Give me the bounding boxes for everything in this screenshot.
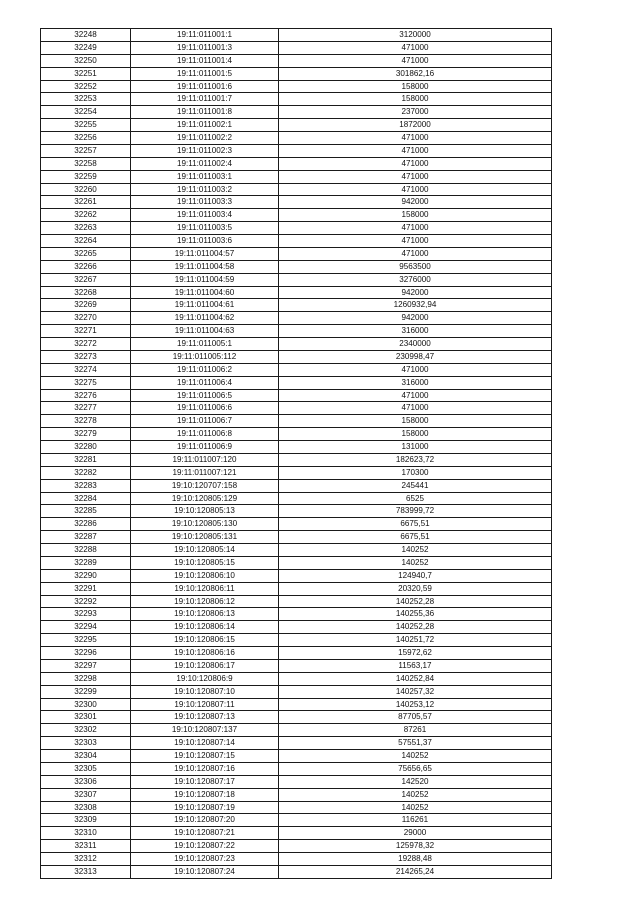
table-row — [41, 724, 552, 737]
value-cell: 170300 — [279, 466, 552, 479]
row-number-cell: 32285 — [41, 505, 131, 518]
value-cell: 140252 — [279, 750, 552, 763]
value-cell: 87261 — [279, 724, 552, 737]
table-row — [41, 80, 552, 93]
value-cell: 140252 — [279, 788, 552, 801]
value-cell: 942000 — [279, 286, 552, 299]
cadastral-number-cell: 19:11:011006:6 — [131, 402, 279, 415]
cadastral-number-cell: 19:10:120807:137 — [131, 724, 279, 737]
row-number-cell: 32264 — [41, 235, 131, 248]
value-cell: 301862,16 — [279, 67, 552, 80]
row-number-cell: 32306 — [41, 775, 131, 788]
row-number-cell: 32250 — [41, 54, 131, 67]
cadastral-number-cell: 19:10:120805:13 — [131, 505, 279, 518]
cadastral-number-cell: 19:10:120807:16 — [131, 762, 279, 775]
table-row — [41, 119, 552, 132]
row-number-cell: 32292 — [41, 595, 131, 608]
row-number-cell: 32253 — [41, 93, 131, 106]
row-number-cell: 32296 — [41, 647, 131, 660]
row-number-cell: 32259 — [41, 170, 131, 183]
cadastral-number-cell: 19:11:011006:4 — [131, 376, 279, 389]
row-number-cell: 32309 — [41, 814, 131, 827]
cadastral-number-cell: 19:11:011004:59 — [131, 273, 279, 286]
table-row — [41, 492, 552, 505]
table-row — [41, 827, 552, 840]
value-cell: 158000 — [279, 80, 552, 93]
row-number-cell: 32304 — [41, 750, 131, 763]
cadastral-number-cell: 19:10:120807:21 — [131, 827, 279, 840]
table-row — [41, 840, 552, 853]
table-row — [41, 595, 552, 608]
row-number-cell: 32257 — [41, 144, 131, 157]
cadastral-number-cell: 19:10:120806:15 — [131, 634, 279, 647]
value-cell: 230998,47 — [279, 350, 552, 363]
cadastral-number-cell: 19:10:120807:22 — [131, 840, 279, 853]
table-row — [41, 801, 552, 814]
cadastral-number-cell: 19:10:120806:11 — [131, 582, 279, 595]
row-number-cell: 32267 — [41, 273, 131, 286]
value-cell: 116261 — [279, 814, 552, 827]
row-number-cell: 32303 — [41, 737, 131, 750]
cadastral-number-cell: 19:10:120806:9 — [131, 672, 279, 685]
table-row — [41, 106, 552, 119]
row-number-cell: 32289 — [41, 556, 131, 569]
row-number-cell: 32272 — [41, 338, 131, 351]
value-cell: 3276000 — [279, 273, 552, 286]
cadastral-number-cell: 19:11:011002:2 — [131, 132, 279, 145]
value-cell: 9563500 — [279, 260, 552, 273]
row-number-cell: 32311 — [41, 840, 131, 853]
value-cell: 140253,12 — [279, 698, 552, 711]
value-cell: 471000 — [279, 389, 552, 402]
table-row — [41, 222, 552, 235]
table-row — [41, 54, 552, 67]
cadastral-number-cell: 19:11:011003:3 — [131, 196, 279, 209]
cadastral-number-cell: 19:10:120807:11 — [131, 698, 279, 711]
cadastral-number-cell: 19:11:011004:62 — [131, 312, 279, 325]
value-cell: 2340000 — [279, 338, 552, 351]
value-cell: 11563,17 — [279, 659, 552, 672]
value-cell: 6525 — [279, 492, 552, 505]
value-cell: 471000 — [279, 144, 552, 157]
value-cell: 1260932,94 — [279, 299, 552, 312]
cadastral-number-cell: 19:10:120806:16 — [131, 647, 279, 660]
cadastral-number-cell: 19:11:011006:2 — [131, 363, 279, 376]
cadastral-number-cell: 19:10:120806:17 — [131, 659, 279, 672]
cadastral-number-cell: 19:10:120807:19 — [131, 801, 279, 814]
table-row — [41, 376, 552, 389]
cadastral-number-cell: 19:10:120806:12 — [131, 595, 279, 608]
row-number-cell: 32255 — [41, 119, 131, 132]
table-row — [41, 453, 552, 466]
value-cell: 140252 — [279, 801, 552, 814]
cadastral-number-cell: 19:11:011001:4 — [131, 54, 279, 67]
row-number-cell: 32297 — [41, 659, 131, 672]
cadastral-number-cell: 19:11:011006:7 — [131, 415, 279, 428]
value-cell: 6675,51 — [279, 518, 552, 531]
cadastral-number-cell: 19:10:120807:17 — [131, 775, 279, 788]
cadastral-number-cell: 19:10:120807:15 — [131, 750, 279, 763]
cadastral-number-cell: 19:11:011003:4 — [131, 209, 279, 222]
table-row — [41, 698, 552, 711]
value-cell: 140252 — [279, 556, 552, 569]
cadastral-number-cell: 19:11:011003:5 — [131, 222, 279, 235]
row-number-cell: 32266 — [41, 260, 131, 273]
table-row — [41, 299, 552, 312]
row-number-cell: 32294 — [41, 621, 131, 634]
value-cell: 214265,24 — [279, 865, 552, 878]
table-row — [41, 273, 552, 286]
row-number-cell: 32293 — [41, 608, 131, 621]
table-row — [41, 647, 552, 660]
cadastral-number-cell: 19:11:011002:3 — [131, 144, 279, 157]
row-number-cell: 32276 — [41, 389, 131, 402]
row-number-cell: 32313 — [41, 865, 131, 878]
row-number-cell: 32299 — [41, 685, 131, 698]
value-cell: 158000 — [279, 428, 552, 441]
value-cell: 75656,65 — [279, 762, 552, 775]
table-row — [41, 363, 552, 376]
row-number-cell: 32268 — [41, 286, 131, 299]
table-row — [41, 389, 552, 402]
value-cell: 140252 — [279, 544, 552, 557]
value-cell: 20320,59 — [279, 582, 552, 595]
row-number-cell: 32277 — [41, 402, 131, 415]
cadastral-number-cell: 19:11:011007:121 — [131, 466, 279, 479]
value-cell: 1872000 — [279, 119, 552, 132]
row-number-cell: 32248 — [41, 29, 131, 42]
data-table — [40, 28, 552, 879]
table-row — [41, 544, 552, 557]
table-body — [41, 29, 552, 879]
value-cell: 471000 — [279, 157, 552, 170]
table-row — [41, 441, 552, 454]
value-cell: 471000 — [279, 132, 552, 145]
cadastral-number-cell: 19:10:120807:14 — [131, 737, 279, 750]
table-row — [41, 750, 552, 763]
row-number-cell: 32301 — [41, 711, 131, 724]
table-row — [41, 157, 552, 170]
row-number-cell: 32270 — [41, 312, 131, 325]
value-cell: 6675,51 — [279, 531, 552, 544]
row-number-cell: 32261 — [41, 196, 131, 209]
row-number-cell: 32290 — [41, 569, 131, 582]
table-row — [41, 621, 552, 634]
table-row — [41, 235, 552, 248]
cadastral-number-cell: 19:11:011004:61 — [131, 299, 279, 312]
row-number-cell: 32281 — [41, 453, 131, 466]
row-number-cell: 32283 — [41, 479, 131, 492]
document-page — [40, 28, 551, 879]
cadastral-number-cell: 19:11:011004:63 — [131, 325, 279, 338]
value-cell: 942000 — [279, 196, 552, 209]
table-row — [41, 853, 552, 866]
cadastral-number-cell: 19:10:120807:13 — [131, 711, 279, 724]
cadastral-number-cell: 19:11:011004:58 — [131, 260, 279, 273]
value-cell: 140252,28 — [279, 595, 552, 608]
row-number-cell: 32287 — [41, 531, 131, 544]
table-row — [41, 286, 552, 299]
table-row — [41, 209, 552, 222]
value-cell: 140252,28 — [279, 621, 552, 634]
row-number-cell: 32312 — [41, 853, 131, 866]
row-number-cell: 32284 — [41, 492, 131, 505]
cadastral-number-cell: 19:10:120805:15 — [131, 556, 279, 569]
table-row — [41, 659, 552, 672]
cadastral-number-cell: 19:10:120807:24 — [131, 865, 279, 878]
row-number-cell: 32280 — [41, 441, 131, 454]
table-row — [41, 325, 552, 338]
value-cell: 158000 — [279, 93, 552, 106]
value-cell: 87705,57 — [279, 711, 552, 724]
cadastral-number-cell: 19:11:011001:3 — [131, 41, 279, 54]
cadastral-number-cell: 19:11:011006:8 — [131, 428, 279, 441]
table-row — [41, 338, 552, 351]
row-number-cell: 32274 — [41, 363, 131, 376]
value-cell: 140255,36 — [279, 608, 552, 621]
value-cell: 471000 — [279, 247, 552, 260]
value-cell: 471000 — [279, 183, 552, 196]
table-row — [41, 144, 552, 157]
table-row — [41, 711, 552, 724]
row-number-cell: 32310 — [41, 827, 131, 840]
row-number-cell: 32254 — [41, 106, 131, 119]
row-number-cell: 32269 — [41, 299, 131, 312]
row-number-cell: 32300 — [41, 698, 131, 711]
value-cell: 124940,7 — [279, 569, 552, 582]
row-number-cell: 32275 — [41, 376, 131, 389]
cadastral-number-cell: 19:11:011001:8 — [131, 106, 279, 119]
table-row — [41, 170, 552, 183]
table-row — [41, 466, 552, 479]
value-cell: 471000 — [279, 402, 552, 415]
table-row — [41, 505, 552, 518]
table-row — [41, 29, 552, 42]
value-cell: 15972,62 — [279, 647, 552, 660]
value-cell: 131000 — [279, 441, 552, 454]
table-row — [41, 518, 552, 531]
cadastral-number-cell: 19:10:120806:14 — [131, 621, 279, 634]
value-cell: 3120000 — [279, 29, 552, 42]
value-cell: 140251,72 — [279, 634, 552, 647]
cadastral-number-cell: 19:11:011005:112 — [131, 350, 279, 363]
table-row — [41, 814, 552, 827]
value-cell: 471000 — [279, 170, 552, 183]
table-row — [41, 196, 552, 209]
cadastral-number-cell: 19:10:120806:13 — [131, 608, 279, 621]
value-cell: 182623,72 — [279, 453, 552, 466]
table-row — [41, 67, 552, 80]
table-row — [41, 775, 552, 788]
value-cell: 942000 — [279, 312, 552, 325]
row-number-cell: 32286 — [41, 518, 131, 531]
row-number-cell: 32256 — [41, 132, 131, 145]
cadastral-number-cell: 19:11:011004:60 — [131, 286, 279, 299]
cadastral-number-cell: 19:11:011003:2 — [131, 183, 279, 196]
table-row — [41, 415, 552, 428]
row-number-cell: 32263 — [41, 222, 131, 235]
value-cell: 471000 — [279, 54, 552, 67]
table-row — [41, 531, 552, 544]
cadastral-number-cell: 19:10:120805:131 — [131, 531, 279, 544]
value-cell: 471000 — [279, 222, 552, 235]
table-row — [41, 569, 552, 582]
cadastral-number-cell: 19:10:120807:20 — [131, 814, 279, 827]
cadastral-number-cell: 19:11:011003:6 — [131, 235, 279, 248]
value-cell: 237000 — [279, 106, 552, 119]
cadastral-number-cell: 19:10:120805:130 — [131, 518, 279, 531]
value-cell: 471000 — [279, 235, 552, 248]
cadastral-number-cell: 19:11:011006:5 — [131, 389, 279, 402]
row-number-cell: 32273 — [41, 350, 131, 363]
row-number-cell: 32260 — [41, 183, 131, 196]
value-cell: 158000 — [279, 415, 552, 428]
cadastral-number-cell: 19:11:011002:1 — [131, 119, 279, 132]
value-cell: 245441 — [279, 479, 552, 492]
cadastral-number-cell: 19:10:120707:158 — [131, 479, 279, 492]
value-cell: 29000 — [279, 827, 552, 840]
table-row — [41, 685, 552, 698]
cadastral-number-cell: 19:10:120805:14 — [131, 544, 279, 557]
table-row — [41, 428, 552, 441]
table-row — [41, 556, 552, 569]
cadastral-number-cell: 19:10:120805:129 — [131, 492, 279, 505]
value-cell: 125978,32 — [279, 840, 552, 853]
cadastral-number-cell: 19:10:120807:18 — [131, 788, 279, 801]
cadastral-number-cell: 19:11:011001:7 — [131, 93, 279, 106]
table-row — [41, 672, 552, 685]
table-row — [41, 132, 552, 145]
value-cell: 316000 — [279, 376, 552, 389]
row-number-cell: 32291 — [41, 582, 131, 595]
cadastral-number-cell: 19:10:120807:10 — [131, 685, 279, 698]
row-number-cell: 32265 — [41, 247, 131, 260]
row-number-cell: 32298 — [41, 672, 131, 685]
row-number-cell: 32258 — [41, 157, 131, 170]
row-number-cell: 32305 — [41, 762, 131, 775]
value-cell: 57551,37 — [279, 737, 552, 750]
table-row — [41, 183, 552, 196]
row-number-cell: 32295 — [41, 634, 131, 647]
table-row — [41, 402, 552, 415]
table-row — [41, 762, 552, 775]
cadastral-number-cell: 19:10:120806:10 — [131, 569, 279, 582]
row-number-cell: 32249 — [41, 41, 131, 54]
row-number-cell: 32307 — [41, 788, 131, 801]
row-number-cell: 32278 — [41, 415, 131, 428]
table-row — [41, 634, 552, 647]
cadastral-number-cell: 19:11:011005:1 — [131, 338, 279, 351]
table-row — [41, 350, 552, 363]
value-cell: 316000 — [279, 325, 552, 338]
value-cell: 471000 — [279, 41, 552, 54]
value-cell: 783999,72 — [279, 505, 552, 518]
cadastral-number-cell: 19:11:011006:9 — [131, 441, 279, 454]
row-number-cell: 32251 — [41, 67, 131, 80]
cadastral-number-cell: 19:11:011004:57 — [131, 247, 279, 260]
table-row — [41, 479, 552, 492]
value-cell: 471000 — [279, 363, 552, 376]
row-number-cell: 32252 — [41, 80, 131, 93]
table-row — [41, 865, 552, 878]
cadastral-number-cell: 19:11:011001:1 — [131, 29, 279, 42]
value-cell: 140252,84 — [279, 672, 552, 685]
row-number-cell: 32262 — [41, 209, 131, 222]
table-row — [41, 247, 552, 260]
table-row — [41, 608, 552, 621]
row-number-cell: 32288 — [41, 544, 131, 557]
row-number-cell: 32308 — [41, 801, 131, 814]
row-number-cell: 32279 — [41, 428, 131, 441]
cadastral-number-cell: 19:11:011003:1 — [131, 170, 279, 183]
table-row — [41, 260, 552, 273]
table-row — [41, 737, 552, 750]
cadastral-number-cell: 19:11:011007:120 — [131, 453, 279, 466]
table-row — [41, 93, 552, 106]
cadastral-number-cell: 19:11:011002:4 — [131, 157, 279, 170]
row-number-cell: 32271 — [41, 325, 131, 338]
row-number-cell: 32282 — [41, 466, 131, 479]
row-number-cell: 32302 — [41, 724, 131, 737]
table-row — [41, 41, 552, 54]
cadastral-number-cell: 19:10:120807:23 — [131, 853, 279, 866]
table-row — [41, 312, 552, 325]
table-row — [41, 582, 552, 595]
value-cell: 158000 — [279, 209, 552, 222]
cadastral-number-cell: 19:11:011001:6 — [131, 80, 279, 93]
cadastral-number-cell: 19:11:011001:5 — [131, 67, 279, 80]
value-cell: 142520 — [279, 775, 552, 788]
value-cell: 19288,48 — [279, 853, 552, 866]
table-row — [41, 788, 552, 801]
value-cell: 140257,32 — [279, 685, 552, 698]
